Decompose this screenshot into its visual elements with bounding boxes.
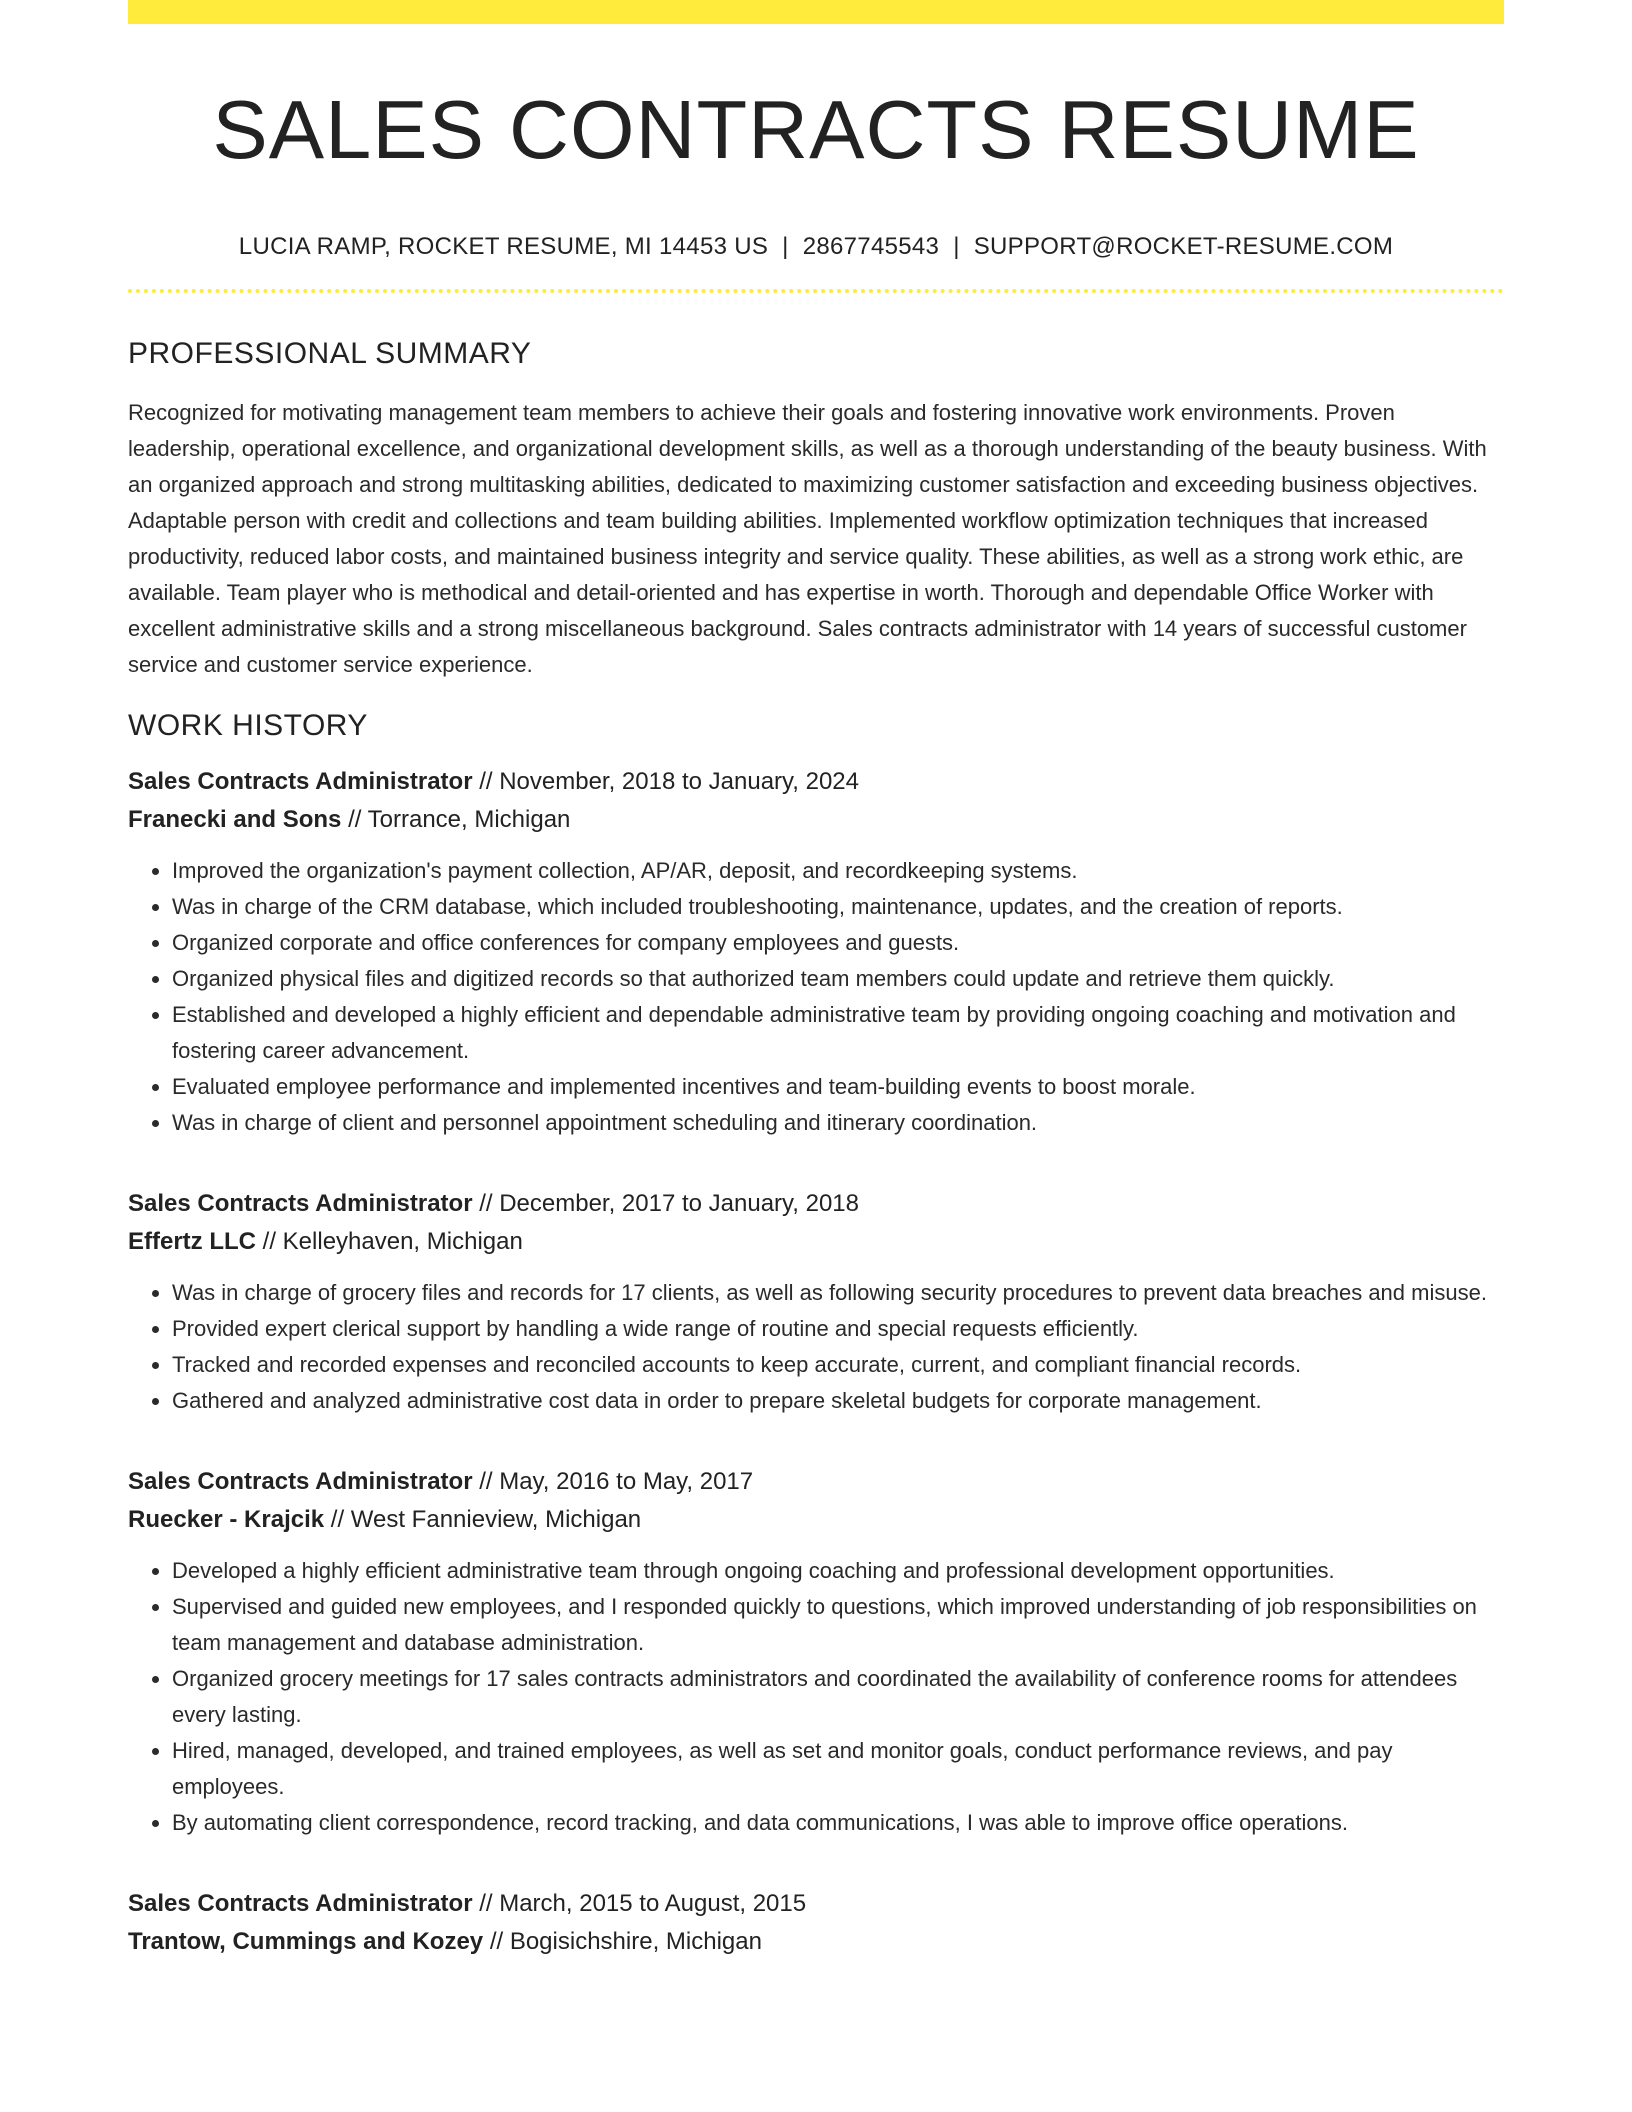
job-company-line — [128, 1223, 1504, 1261]
contact-separator: | — [953, 233, 960, 261]
job-bullet: • Supervised and guided new employees, and I responded quickly to questions, which improved understanding of job responsibilities on team management and database administration. — [172, 1589, 1504, 1661]
job-bullet: • Established and developed a highly efficient and dependable administrative team by providing ongoing coaching and motivation and fostering career advancement. — [172, 997, 1504, 1069]
job-dates: // December, 2017 to January, 2018 — [472, 1190, 859, 1218]
job-title-line — [128, 1885, 1504, 1923]
job-entry — [128, 763, 1504, 1141]
work-history-heading: WORK HISTORY — [128, 709, 368, 743]
resume-page — [128, 0, 1504, 1961]
accent-top-bar — [128, 0, 1504, 24]
job-bullet: • Provided expert clerical support by handling a wide range of routine and special requests efficiently. — [172, 1311, 1504, 1347]
job-company-line — [128, 1923, 1504, 1961]
job-title-line — [128, 1463, 1504, 1501]
job-company: Ruecker - Krajcik — [128, 1506, 325, 1534]
job-company-line — [128, 1501, 1504, 1539]
resume-title: SALES CONTRACTS RESUME — [212, 83, 1420, 176]
job-title: Sales Contracts Administrator — [128, 1468, 473, 1496]
job-bullet: • Organized grocery meetings for 17 sales contracts administrators and coordinated the availability of conference rooms for attendees every lasting. — [172, 1661, 1504, 1733]
job-bullet-list — [128, 853, 1504, 1141]
job-dates: // May, 2016 to May, 2017 — [472, 1468, 754, 1496]
job-bullet-list — [128, 1275, 1504, 1419]
job-bullet: • Improved the organization's payment collection, AP/AR, deposit, and recordkeeping systems. — [172, 853, 1504, 889]
job-bullet: • Evaluated employee performance and implemented incentives and team-building events to boost morale. — [172, 1069, 1504, 1105]
job-bullet: • Gathered and analyzed administrative cost data in order to prepare skeletal budgets for corporate management. — [172, 1383, 1504, 1419]
dotted-divider — [128, 289, 1504, 293]
contact-email: SUPPORT@ROCKET-RESUME.COM — [973, 233, 1394, 261]
job-entry — [128, 1185, 1504, 1419]
contact-phone: 2867745543 — [802, 233, 940, 261]
job-title-line — [128, 763, 1504, 801]
job-bullet: • By automating client correspondence, record tracking, and data communications, I was able to improve office operations. — [172, 1805, 1504, 1841]
job-location: // Bogisichshire, Michigan — [483, 1928, 762, 1956]
job-bullet: • Organized physical files and digitized records so that authorized team members could update and retrieve them quickly. — [172, 961, 1504, 997]
summary-text: Recognized for motivating management team members to achieve their goals and fostering innovative work environments. Proven leadership, operational excellence, and organizational development skills, as well as a thorough understanding of the beauty business. With an organized approach and strong multitasking abilities, dedicated to maximizing customer satisfaction and exceeding business objectives. Adaptable person with credit and collections and team building abilities. Implemented workflow optimization techniques that increased productivity, reduced labor costs, and maintained business integrity and service quality. These abilities, as well as a strong work ethic, are available. Team player who is methodical and detail-oriented and has expertise in worth. Thorough and dependable Office Worker with excellent administrative skills and a strong miscellaneous background. Sales contracts administrator with 14 years of successful customer service and customer service experience. — [128, 400, 1487, 678]
job-location: // Kelleyhaven, Michigan — [256, 1228, 523, 1256]
contact-separator: | — [782, 233, 789, 261]
job-bullet: • Was in charge of grocery files and records for 17 clients, as well as following security procedures to prevent data breaches and misuse. — [172, 1275, 1504, 1311]
job-location: // Torrance, Michigan — [341, 806, 571, 834]
job-bullet: • Organized corporate and office conferences for company employees and guests. — [172, 925, 1504, 961]
job-bullet: • Was in charge of the CRM database, which included troubleshooting, maintenance, updates, and the creation of reports. — [172, 889, 1504, 925]
job-entry — [128, 1463, 1504, 1841]
job-title-line — [128, 1185, 1504, 1223]
job-bullet: • Hired, managed, developed, and trained employees, as well as set and monitor goals, conduct performance reviews, and pay employees. — [172, 1733, 1504, 1805]
job-entry — [128, 1885, 1504, 1961]
job-location: // West Fannieview, Michigan — [324, 1506, 642, 1534]
job-bullet: • Tracked and recorded expenses and reconciled accounts to keep accurate, current, and compliant financial records. — [172, 1347, 1504, 1383]
job-dates: // November, 2018 to January, 2024 — [472, 768, 859, 796]
job-title: Sales Contracts Administrator — [128, 1190, 473, 1218]
job-title: Sales Contracts Administrator — [128, 768, 473, 796]
job-dates: // March, 2015 to August, 2015 — [472, 1890, 807, 1918]
job-company: Franecki and Sons — [128, 806, 342, 834]
summary-heading: PROFESSIONAL SUMMARY — [128, 337, 532, 371]
contact-name-address: LUCIA RAMP, ROCKET RESUME, MI 14453 US — [238, 233, 769, 261]
job-title: Sales Contracts Administrator — [128, 1890, 473, 1918]
contact-line — [128, 233, 1504, 261]
job-company: Effertz LLC — [128, 1228, 256, 1256]
job-bullet-list — [128, 1553, 1504, 1841]
job-company: Trantow, Cummings and Kozey — [128, 1928, 484, 1956]
job-bullet: • Developed a highly efficient administrative team through ongoing coaching and professional development opportunities. — [172, 1553, 1504, 1589]
job-bullet: • Was in charge of client and personnel appointment scheduling and itinerary coordination. — [172, 1105, 1504, 1141]
job-company-line — [128, 801, 1504, 839]
work-history-list — [128, 763, 1504, 1961]
